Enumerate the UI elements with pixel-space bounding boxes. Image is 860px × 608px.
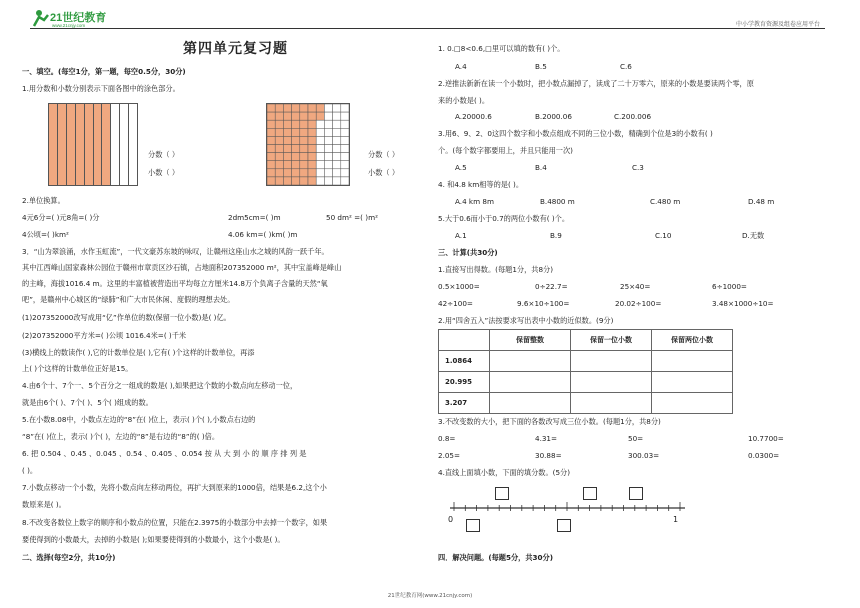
grid-cell (275, 145, 283, 153)
grid-cell (333, 136, 341, 144)
grid-cell (324, 169, 332, 177)
q1-text: 1.用分数和小数分别表示下面各图中的涂色部分。 (22, 84, 180, 93)
grid-cell (292, 145, 300, 153)
row-number: 1.0864 (439, 351, 490, 372)
q1-decimal-2: 小数（ ） (368, 168, 400, 177)
grid-cell (283, 120, 291, 128)
grid-cell (283, 177, 291, 185)
table-corner (439, 330, 490, 351)
q3-line-4: 吧”，是赣州中心城区的“绿肺”和广大市民休闲、度假的理想去处。 (22, 295, 235, 304)
svg-text:21世纪教育: 21世纪教育 (50, 12, 107, 24)
choice-3-stem-2: 个。(每个数字都要用上，并且只能用一次) (438, 146, 573, 155)
grid-cell (275, 128, 283, 136)
q2-item-a: 4元6分=( )元8角=( )分 (22, 213, 100, 222)
grid-cell (308, 120, 316, 128)
grid-cell (283, 104, 291, 112)
choice-5-stem: 5.大于0.6而小于0.7的两位小数有( )个。 (438, 214, 570, 223)
grid-cell (333, 169, 341, 177)
grid-cell (275, 112, 283, 120)
grid-cell (292, 128, 300, 136)
site-logo (30, 8, 140, 28)
grid-cell (292, 161, 300, 169)
calc-1-r2-4: 3.48×1000÷10= (712, 299, 774, 308)
q3-line-2: 其中江西峰山国家森林公园位于赣州市章贡区沙石镇，占地面积207352000 m²，其中宝盖峰是峰山 (22, 263, 342, 272)
fraction-answer-box[interactable] (466, 519, 480, 532)
grid-cell (333, 177, 341, 185)
grid-cell (316, 112, 324, 120)
q6-line-2: ( )。 (22, 466, 38, 475)
stripe (67, 104, 76, 185)
grid-figure (266, 103, 350, 186)
grid-cell (267, 120, 275, 128)
grid-cell (283, 136, 291, 144)
q6-line-1: 6. 把 0.504 、0.45 、0.045 、0.54 、0.405 、0.054 按 从 大 到 小 的 顺 序 排 列 是 (22, 449, 307, 458)
stripe (102, 104, 111, 185)
calc-3-r2-4: 0.0300= (748, 451, 780, 460)
calc-3-r2-2: 30.88= (535, 451, 562, 460)
calc-3-r2-1: 2.05= (438, 451, 461, 460)
grid-cell (267, 104, 275, 112)
grid-cell (324, 128, 332, 136)
grid-cell (275, 136, 283, 144)
choice-2-stem-2: 来的小数是( )。 (438, 96, 490, 105)
grid-cell (283, 145, 291, 153)
q3-part-3: (3)横线上的数读作( ),它的计数单位是( ),它有( )个这样的计数单位，再添 (22, 348, 255, 357)
grid-cell (316, 136, 324, 144)
stripe (111, 104, 120, 185)
choice-4-a: A.4 km 8m (455, 197, 494, 206)
grid-cell (275, 120, 283, 128)
grid-cell (324, 177, 332, 185)
svg-text:www.21cnjy.com: www.21cnjy.com (52, 23, 86, 28)
grid-cell (308, 145, 316, 153)
stripe (76, 104, 85, 185)
calc-3-r1-2: 4.31= (535, 434, 558, 443)
calc-4-heading: 4.直线上面填小数，下面的填分数。(5分) (438, 468, 571, 477)
grid-cell (292, 169, 300, 177)
choice-5-a: A.1 (455, 231, 467, 240)
section-calc-heading: 三、计算(共30分) (438, 248, 498, 257)
grid-cell (308, 104, 316, 112)
calc-1-r1-3: 25×40= (620, 282, 651, 291)
calc-3-r1-4: 10.7700= (748, 434, 784, 443)
grid-cell (316, 104, 324, 112)
grid-cell (333, 128, 341, 136)
answer-cell[interactable] (571, 351, 652, 372)
choice-3-b: B.4 (535, 163, 547, 172)
grid-cell (341, 177, 349, 185)
grid-cell (308, 161, 316, 169)
grid-cell (316, 153, 324, 161)
header-platform-text: 中小学教育资源及组卷应用平台 (735, 21, 820, 28)
calc-3-r2-3: 300.03= (628, 451, 660, 460)
grid-cell (300, 153, 308, 161)
q1-fraction-2: 分数（ ） (368, 150, 400, 159)
choice-4-d: D.48 m (748, 197, 775, 206)
q8-line-2: 要使得到的小数最大，去掉的小数是( );如果要使得到的小数最小，这个小数是( )。 (22, 535, 285, 544)
stripe (58, 104, 67, 185)
fraction-answer-box[interactable] (557, 519, 571, 532)
grid-cell (316, 177, 324, 185)
grid-cell (308, 112, 316, 120)
section-choice-heading: 二、选择(每空2分，共10分) (22, 553, 116, 562)
choice-1-b: B.5 (535, 62, 547, 71)
grid-cell (275, 104, 283, 112)
grid-cell (267, 177, 275, 185)
calc-1-r2-1: 42÷100= (438, 299, 473, 308)
answer-cell[interactable] (490, 351, 571, 372)
number-line-one: 1 (673, 515, 679, 524)
grid-cell (316, 145, 324, 153)
grid-cell (275, 153, 283, 161)
calc-1-r2-3: 20.02÷100= (615, 299, 662, 308)
calc-1-r2-2: 9.6×10÷100= (517, 299, 570, 308)
choice-1-c: C.6 (620, 62, 632, 71)
q3-line-1: 3．“山为翠浪涌，水作玉虹流”，一代文豪苏东坡的咏叹，让赣州这座山水之城的风韵一跃千年。 (22, 247, 329, 256)
grid-cell (292, 104, 300, 112)
number-line-zero: 0 (448, 515, 454, 524)
section-problems-heading: 四．解决问题。(每题5分，共30分) (438, 553, 554, 562)
grid-cell (341, 112, 349, 120)
grid-cell (341, 161, 349, 169)
choice-5-c: C.10 (655, 231, 672, 240)
grid-cell (316, 120, 324, 128)
grid-cell (267, 112, 275, 120)
page-title: 第四单元复习题 (183, 41, 288, 57)
choice-3-c: C.3 (632, 163, 644, 172)
grid-cell (300, 104, 308, 112)
row-number: 3.207 (439, 393, 490, 414)
grid-cell (275, 177, 283, 185)
q4-line-1: 4.由6个十、7个一、5个百分之一组成的数是( ),如果把这个数的小数点向左移动一位， (22, 381, 298, 390)
calc-1-r1-1: 0.5×1000= (438, 282, 480, 291)
answer-cell[interactable] (571, 372, 652, 393)
grid-cell (267, 153, 275, 161)
choice-3-stem-1: 3.用6、9、2、0这四个数字和小数点组成不同的三位小数，精确到个位是3的小数有( ) (438, 129, 713, 138)
grid-cell (308, 136, 316, 144)
choice-5-d: D.无数 (742, 231, 765, 240)
choice-4-b: B.4800 m (540, 197, 575, 206)
col-header-one-decimal: 保留一位小数 (571, 330, 652, 351)
grid-cell (267, 136, 275, 144)
choice-4-c: C.480 m (650, 197, 681, 206)
q1-decimal-1: 小数（ ） (148, 168, 180, 177)
choice-1-a: A.4 (455, 62, 467, 71)
calc-2-heading: 2.用“四舍五入”法按要求写出表中小数的近似数。(9分) (438, 316, 614, 325)
q3-part-1: (1)207352000改写成用“亿”作单位的数(保留一位小数)是( )亿。 (22, 313, 231, 322)
grid-cell (283, 161, 291, 169)
stripe (129, 104, 137, 185)
stripe (85, 104, 94, 185)
q2-item-b: 2dm5cm=( )m (228, 213, 281, 222)
decimal-answer-box[interactable] (629, 487, 643, 500)
q3-part-4: 上( )个这样的计数单位正好是15。 (22, 364, 133, 373)
choice-2-a: A.20000.6 (455, 112, 492, 121)
q7-line-1: 7.小数点移动一个小数，先将小数点向左移动两位，再扩大到原来的1000倍，结果是6.2,这个小 (22, 483, 327, 492)
q1-fraction-1: 分数（ ） (148, 150, 180, 159)
grid-cell (283, 169, 291, 177)
q2-item-c: 50 dm² =( )m² (326, 213, 378, 222)
col-header-two-decimal: 保留两位小数 (652, 330, 733, 351)
rounding-table (438, 329, 733, 414)
grid-cell (333, 112, 341, 120)
calc-1-heading: 1.直接写出得数。(每题1分，共8分) (438, 265, 554, 274)
table-row (439, 393, 733, 414)
grid-cell (267, 145, 275, 153)
number-line (440, 484, 690, 534)
stripe (94, 104, 103, 185)
choice-4-stem: 4. 和4.8 km相等的是( )。 (438, 180, 524, 189)
grid-cell (275, 169, 283, 177)
stripe (120, 104, 129, 185)
grid-cell (300, 169, 308, 177)
calc-3-r1-3: 50= (628, 434, 644, 443)
calc-1-r1-4: 6÷1000= (712, 282, 747, 291)
answer-cell[interactable] (652, 393, 733, 414)
table-row (439, 372, 733, 393)
grid-cell (341, 136, 349, 144)
decimal-answer-box[interactable] (583, 487, 597, 500)
grid-cell (275, 161, 283, 169)
grid-cell (341, 145, 349, 153)
grid-cell (341, 104, 349, 112)
grid-cell (300, 112, 308, 120)
grid-cell (283, 153, 291, 161)
grid-cell (300, 177, 308, 185)
choice-2-stem-1: 2.逆推法新新在读一个小数时，把小数点漏掉了，读成了二十万零六，原来的小数是要读两个零，原 (438, 79, 754, 88)
grid-cell (292, 120, 300, 128)
col-header-integer: 保留整数 (490, 330, 571, 351)
grid-cell (333, 153, 341, 161)
grid-cell (308, 153, 316, 161)
grid-cell (324, 104, 332, 112)
grid-cell (300, 136, 308, 144)
footer-text: 21世纪教育网(www.21cnjy.com) (387, 593, 473, 599)
calc-3-heading: 3.不改变数的大小，把下面的各数改写成三位小数。(每题1分，共8分) (438, 417, 661, 426)
q4-line-2: 就是由6个( )、7个( )、5个( )组成的数。 (22, 398, 153, 407)
q2-item-d: 4公顷=( )km² (22, 230, 69, 239)
q7-line-2: 数原来是( )。 (22, 500, 66, 509)
q5-line-2: “8”在( )位上，表示( )个( )，左边的“8”是右边的“8”的( )倍。 (22, 432, 220, 441)
grid-cell (308, 128, 316, 136)
q3-line-3: 的主峰，海拔1016.4 m。这里的丰富植被营造出平均每立方厘米14.8万个负离子含量的天然“氧 (22, 279, 328, 288)
grid-cell (324, 120, 332, 128)
grid-cell (316, 128, 324, 136)
striped-figure (48, 103, 138, 186)
grid-cell (333, 161, 341, 169)
choice-1-stem: 1. 0.□8<0.6,□里可以填的数有( )个。 (438, 44, 565, 53)
choice-2-b: B.2000.06 (535, 112, 572, 121)
q8-line-1: 8.不改变各数位上数字的顺序和小数点的位置，只能在2.3975的小数部分中去掉一个数字，如果 (22, 518, 328, 527)
answer-cell[interactable] (652, 372, 733, 393)
grid-cell (267, 169, 275, 177)
answer-cell[interactable] (571, 393, 652, 414)
grid-cell (300, 161, 308, 169)
grid-cell (324, 161, 332, 169)
answer-cell[interactable] (490, 372, 571, 393)
grid-cell (283, 128, 291, 136)
table-row (439, 351, 733, 372)
grid-cell (292, 177, 300, 185)
choice-2-c: C.200.006 (614, 112, 652, 121)
grid-cell (341, 169, 349, 177)
header-divider (30, 28, 825, 29)
choice-3-a: A.5 (455, 163, 467, 172)
section-fill-in-heading: 一、填空。(每空1分，第一题，每空0.5分，30分) (22, 67, 186, 76)
grid-cell (333, 120, 341, 128)
grid-cell (300, 128, 308, 136)
stripe (49, 104, 58, 185)
q2-heading: 2.单位换算。 (22, 196, 65, 205)
grid-cell (308, 169, 316, 177)
answer-cell[interactable] (652, 351, 733, 372)
grid-cell (267, 128, 275, 136)
q5-line-1: 5.在小数8.08中，小数点左边的“8”在( )位上，表示( )个( ),小数点右边的 (22, 415, 256, 424)
grid-cell (316, 169, 324, 177)
grid-cell (324, 153, 332, 161)
calc-1-r1-2: 0÷22.7= (535, 282, 568, 291)
grid-cell (292, 112, 300, 120)
calc-3-r1-1: 0.8= (438, 434, 456, 443)
grid-cell (341, 120, 349, 128)
q2-item-e: 4.06 km=( )km( )m (228, 230, 298, 239)
grid-cell (333, 145, 341, 153)
row-number: 20.995 (439, 372, 490, 393)
grid-cell (292, 136, 300, 144)
grid-cell (341, 153, 349, 161)
grid-cell (324, 136, 332, 144)
grid-cell (283, 112, 291, 120)
grid-cell (308, 177, 316, 185)
grid-cell (300, 120, 308, 128)
grid-cell (324, 145, 332, 153)
grid-cell (300, 145, 308, 153)
q3-part-2: (2)207352000平方米=( )公顷 1016.4米=( )千米 (22, 331, 187, 340)
choice-5-b: B.9 (550, 231, 562, 240)
grid-cell (292, 153, 300, 161)
grid-cell (333, 104, 341, 112)
grid-cell (324, 112, 332, 120)
answer-cell[interactable] (490, 393, 571, 414)
decimal-answer-box[interactable] (495, 487, 509, 500)
grid-cell (341, 128, 349, 136)
grid-cell (267, 161, 275, 169)
grid-cell (316, 161, 324, 169)
